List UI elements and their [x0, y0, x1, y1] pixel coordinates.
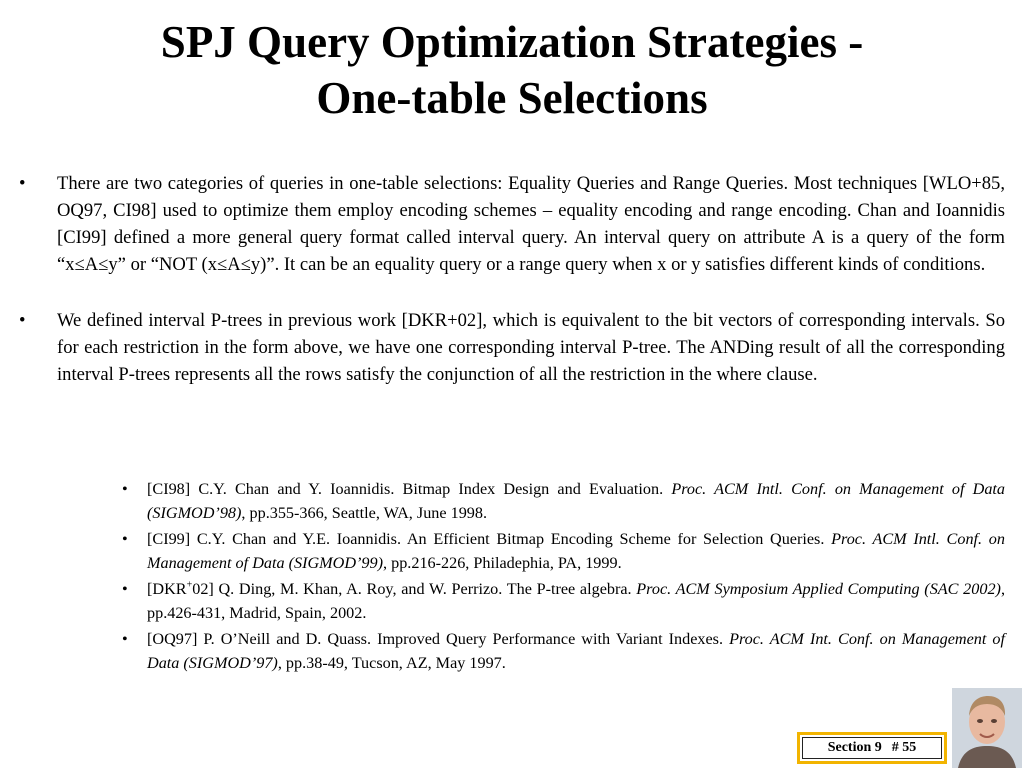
- reference-venue: Proc. ACM Symposium Applied Computing (SAC 2002): [636, 580, 1001, 598]
- reference-lead-post: 02] Q. Ding, M. Khan, A. Roy, and W. Perrizo. The P-tree algebra.: [192, 580, 637, 598]
- reference-lead-pre: [DKR: [147, 580, 187, 598]
- reference-lead-sup: +: [186, 579, 193, 591]
- main-bullet-list: [0, 170, 1024, 388]
- reference-item: [122, 578, 1005, 625]
- slide-title-line-1: SPJ Query Optimization Strategies -: [160, 17, 864, 67]
- reference-marker: •: [122, 480, 128, 498]
- reference-venue: Proc. ACM Int. Conf. on Management of Data (SIGMOD’97): [147, 630, 1005, 672]
- reference-marker: •: [122, 630, 128, 648]
- reference-tail: , pp.355-366, Seattle, WA, June 1998.: [241, 503, 488, 522]
- reference-tail: , pp.216-226, Philadephia, PA, 1999.: [383, 553, 622, 572]
- reference-venue: Proc. ACM Intl. Conf. on Management of Data (SIGMOD’98): [147, 480, 1005, 522]
- slide-number: # 55: [891, 740, 917, 755]
- bullet-item: [19, 307, 1005, 388]
- section-label: Section 9: [827, 740, 882, 755]
- reference-marker: •: [122, 530, 128, 548]
- reference-lead: [CI98] C.Y. Chan and Y. Ioannidis. Bitmap Index Design and Evaluation.: [147, 480, 672, 498]
- reference-lead: [OQ97] P. O’Neill and D. Quass. Improved Query Performance with Variant Indexes.: [147, 630, 730, 648]
- bullet-text: There are two categories of queries in one-table selections: Equality Queries and Range Queries. Most techniques [WLO+85, OQ97, CI98] used to optimize them employ encoding schemes – equality encoding and range encoding. Chan and Ioannidis [CI99] defined a more general query format called interval query. An interval query on attribute A is a query of the form “x≤A≤y” or “NOT (x≤A≤y)”. It can be an equality query or a range query when x or y satisfies different kinds of conditions.: [57, 173, 1005, 275]
- reference-tail: , pp.426-431, Madrid, Spain, 2002.: [147, 580, 1005, 622]
- slide-title-line-2: One-table Selections: [316, 73, 708, 123]
- section-slide-badge: [797, 732, 947, 764]
- reference-item: [122, 478, 1005, 525]
- section-slide-label: [802, 737, 942, 759]
- slide-title: [0, 14, 1024, 126]
- reference-marker: •: [122, 580, 128, 598]
- bullet-item: [19, 170, 1005, 278]
- reference-item: [122, 528, 1005, 575]
- bullet-marker: •: [19, 310, 26, 331]
- portrait-icon: [952, 688, 1022, 768]
- bullet-text: We defined interval P-trees in previous work [DKR+02], which is equivalent to the bit vectors of corresponding intervals. So for each restriction in the form above, we have one corresponding interval P-tree. The ANDing result of all the corresponding interval P-trees represents all the rows satisfy the conjunction of all the restriction in the where clause.: [57, 310, 1005, 385]
- reference-tail: , pp.38-49, Tucson, AZ, May 1997.: [277, 653, 506, 672]
- reference-lead: [CI99] C.Y. Chan and Y.E. Ioannidis. An Efficient Bitmap Encoding Scheme for Selection Queries.: [147, 530, 832, 548]
- presenter-photo: [952, 688, 1022, 768]
- reference-list: [0, 478, 1024, 675]
- reference-venue: Proc. ACM Intl. Conf. on Management of Data (SIGMOD’99): [147, 530, 1005, 572]
- reference-item: [122, 628, 1005, 675]
- bullet-marker: •: [19, 173, 26, 194]
